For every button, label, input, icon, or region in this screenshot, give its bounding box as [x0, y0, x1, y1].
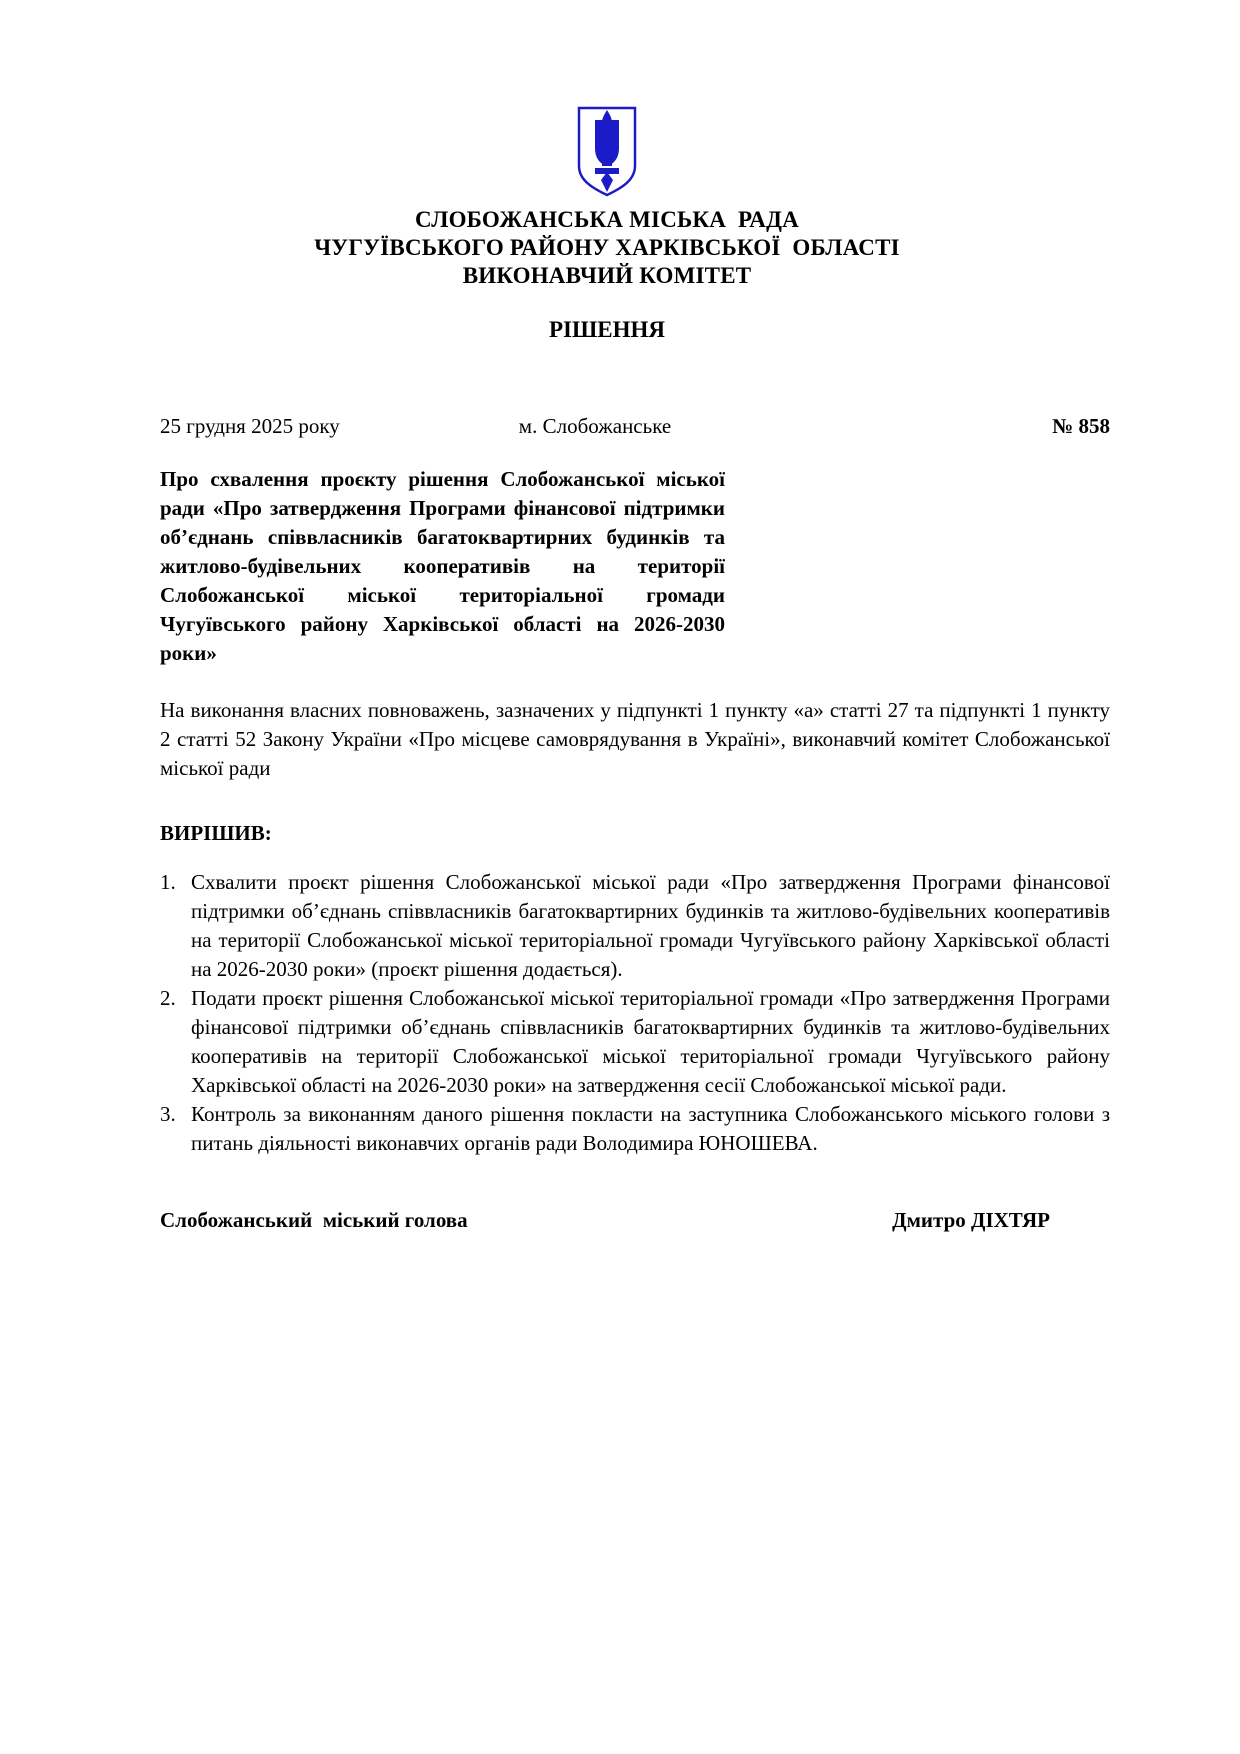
- decision-item: [160, 868, 1110, 984]
- decision-item-number: 2.: [160, 986, 176, 1010]
- document-number: № 858: [1052, 414, 1110, 438]
- org-name-line-1: СЛОБОЖАНСЬКА МІСЬКА РАДА: [415, 207, 799, 232]
- document-date: 25 грудня 2025 року: [160, 414, 340, 438]
- document-meta-row: [160, 412, 1110, 441]
- preamble-paragraph: На виконання власних повноважень, зазначених у підпункті 1 пункту «а» статті 27 та підпункті 1 пункту 2 статті 52 Закону України «Про місцеве самоврядування в Україні», виконавчий комітет Слобожанської міської ради: [160, 698, 1110, 780]
- decision-item-text: Контроль за виконанням даного рішення покласти на заступника Слобожанського міського голови з питань діяльності виконавчих органів ради Володимира ЮНОШЕВА.: [191, 1102, 1110, 1155]
- signature-row: [160, 1206, 1050, 1235]
- decision-item-text: Схвалити проєкт рішення Слобожанської міської ради «Про затвердження Програми фінансової підтримки об’єднань співвласників багатоквартирних будинків та житлово-будівельних кооперативів на території Слобожанської міської територіальної громади Чугуївського району Харківської області на 2026-2030 роки» (проєкт рішення додається).: [191, 870, 1110, 981]
- signature-title: Слобожанський міський голова: [160, 1208, 468, 1232]
- subject-paragraph: Про схвалення проєкту рішення Слобожанської міської ради «Про затвердження Програми фінансової підтримки об’єднань співвласників багатоквартирних будинків та житлово-будівельних кооперативів на території Слобожанської міської територіальної громади Чугуївського району Харківської області на 2026-2030 роки»: [160, 467, 725, 665]
- resolved-heading: ВИРІШИВ:: [160, 821, 272, 845]
- decision-list: [160, 868, 1110, 1158]
- decision-item-number: 3.: [160, 1102, 176, 1126]
- signature-name: Дмитро ДІХТЯР: [892, 1208, 1050, 1232]
- ukraine-trident-icon: [574, 106, 640, 198]
- document-place: м. Слобожанське: [518, 414, 672, 438]
- decision-item: [160, 1100, 1110, 1158]
- emblem-block: [160, 106, 1054, 198]
- org-name-line-2: ЧУГУЇВСЬКОГО РАЙОНУ ХАРКІВСЬКОЇ ОБЛАСТІ: [314, 235, 900, 260]
- decision-item: [160, 984, 1110, 1100]
- document-type-title: РІШЕННЯ: [549, 317, 665, 342]
- org-name-line-3: ВИКОНАВЧИЙ КОМІТЕТ: [462, 263, 752, 288]
- decision-item-text: Подати проєкт рішення Слобожанської міської територіальної громади «Про затвердження Програми фінансової підтримки об’єднань співвласників багатоквартирних будинків та житлово-будівельних кооперативів на території Слобожанської міської територіальної громади Чугуївського району Харківської області на 2026-2030 роки» на затвердження сесії Слобожанської міської ради.: [191, 986, 1110, 1097]
- decision-item-number: 1.: [160, 870, 176, 894]
